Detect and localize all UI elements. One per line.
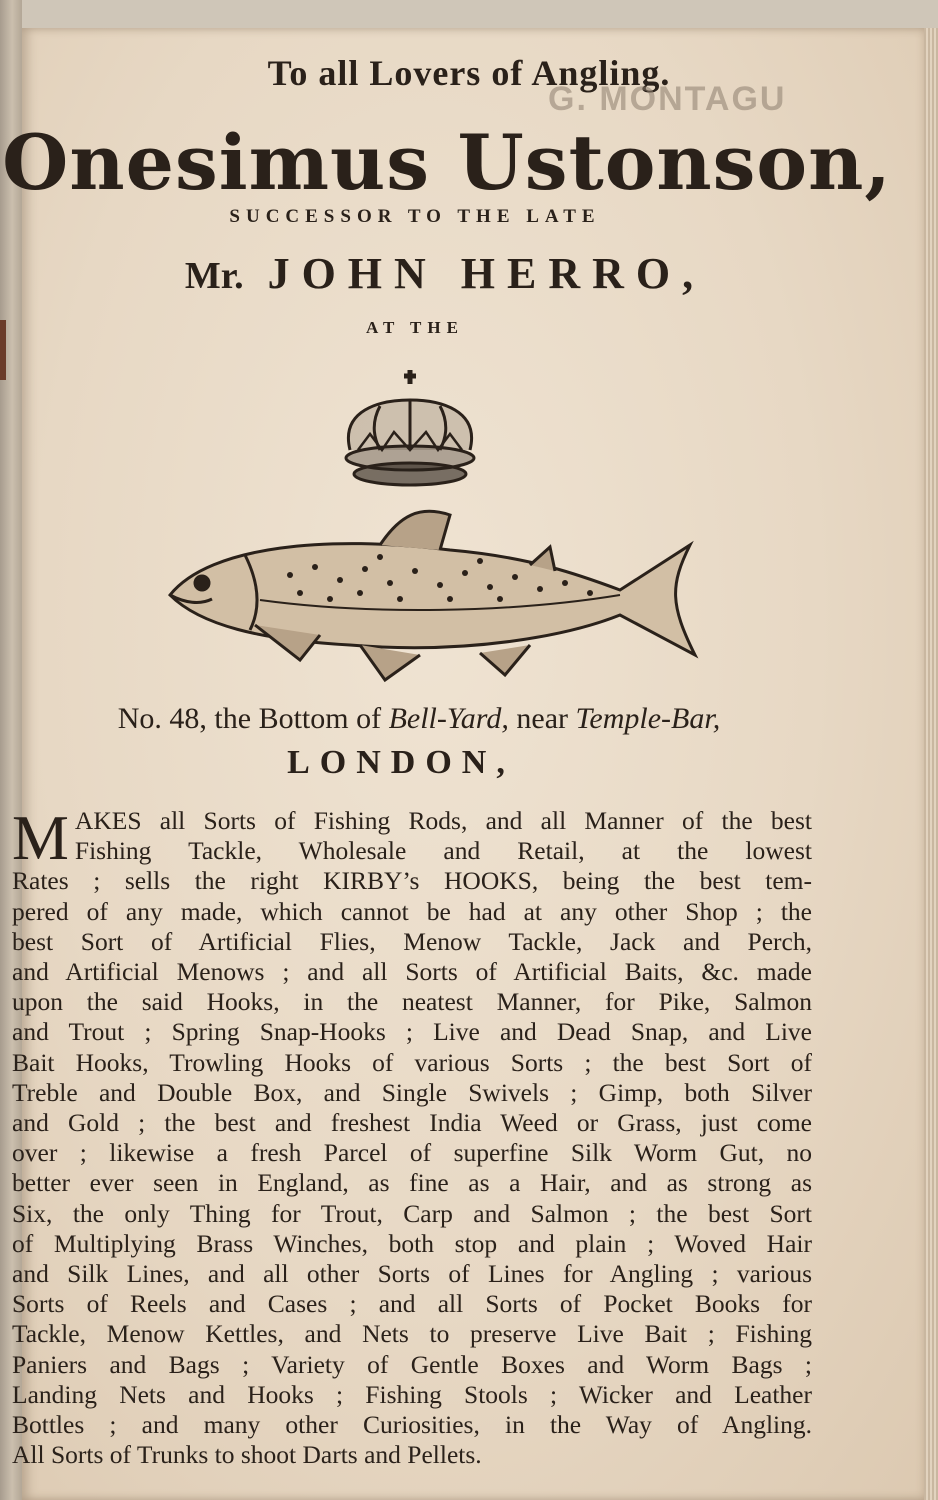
body-line: over ; likewise a fresh Parcel of superfine Silk Worm Gut, no xyxy=(12,1138,812,1168)
body-line: Fishing Tackle, Wholesale and Retail, at the lowest xyxy=(74,836,812,866)
body-line: and Gold ; the best and freshest India Weed or Grass, just come xyxy=(12,1108,812,1138)
body-line: AKES all Sorts of Fishing Rods, and all Manner of the best xyxy=(74,806,812,835)
successor-line: SUCCESSOR TO THE LATE xyxy=(229,206,601,227)
address-near: near xyxy=(508,702,576,735)
body-line: of Multiplying Brass Winches, both stop and plain ; Woved Hair xyxy=(12,1228,812,1258)
body-line: Treble and Double Box, and Single Swivels ; Gimp, both Silver xyxy=(12,1077,812,1107)
address-templebar: Temple-Bar, xyxy=(575,702,721,735)
body-line: pered of any made, which cannot be had at any other Shop ; the xyxy=(12,896,812,926)
address-bellyard: Bell-Yard, xyxy=(388,702,509,735)
trout-icon xyxy=(150,495,710,685)
shop-address xyxy=(0,702,888,736)
body-line: Landing Nets and Hooks ; Fishing Stools ; Wicker and Leather xyxy=(12,1379,812,1409)
advertisement-body xyxy=(12,802,812,1470)
body-line: upon the said Hooks, in the neatest Manner, for Pike, Salmon xyxy=(12,987,812,1017)
body-line: better ever seen in England, as fine as a Hair, and as strong as xyxy=(12,1168,812,1198)
library-stamp: G. MONTAGU xyxy=(548,80,787,118)
body-line: Tackle, Menow Kettles, and Nets to preserve Live Bait ; Fishing xyxy=(12,1319,812,1349)
body-line: and Artificial Menows ; and all Sorts of Artificial Baits, &c. made xyxy=(12,957,812,987)
body-line: and Silk Lines, and all other Sorts of Lines for Angling ; various xyxy=(12,1259,812,1289)
body-line: best Sort of Artificial Flies, Menow Tackle, Jack and Perch, xyxy=(12,926,812,956)
body-line: All Sorts of Trunks to shoot Darts and Pellets. xyxy=(12,1440,482,1470)
body-line: Sorts of Reels and Cases ; and all Sorts of Pocket Books for xyxy=(12,1289,812,1319)
predecessor-name xyxy=(0,248,914,299)
body-line: Rates ; sells the right KIRBY’s HOOKS, being the best tem- xyxy=(12,866,812,896)
body-lines xyxy=(12,802,812,1470)
city-name: LONDON, xyxy=(287,744,515,781)
mr-title: Mr. xyxy=(184,255,244,297)
john-herro: JOHN HERRO, xyxy=(267,249,706,298)
body-line: Paniers and Bags ; Variety of Gentle Boxes and Worm Bags ; xyxy=(12,1349,812,1379)
body-line: and Trout ; Spring Snap-Hooks ; Live and Dead Snap, and Live xyxy=(12,1017,812,1047)
header-title: To all Lovers of Angling. xyxy=(267,53,671,93)
address-prefix: No. 48, the Bottom of xyxy=(117,702,389,735)
body-line: Bait Hooks, Trowling Hooks of various Sorts ; the best Sort of xyxy=(12,1047,812,1077)
body-line: Bottles ; and many other Curiosities, in the Way of Angling. xyxy=(12,1410,812,1440)
drop-cap: M xyxy=(12,802,69,873)
at-the-line: AT THE xyxy=(366,318,464,337)
crown-icon xyxy=(330,370,490,490)
body-line: Six, the only Thing for Trout, Carp and Salmon ; the best Sort xyxy=(12,1198,812,1228)
proprietor-name: Onesimus Ustonson, xyxy=(2,118,892,207)
page-edges xyxy=(924,28,938,1500)
